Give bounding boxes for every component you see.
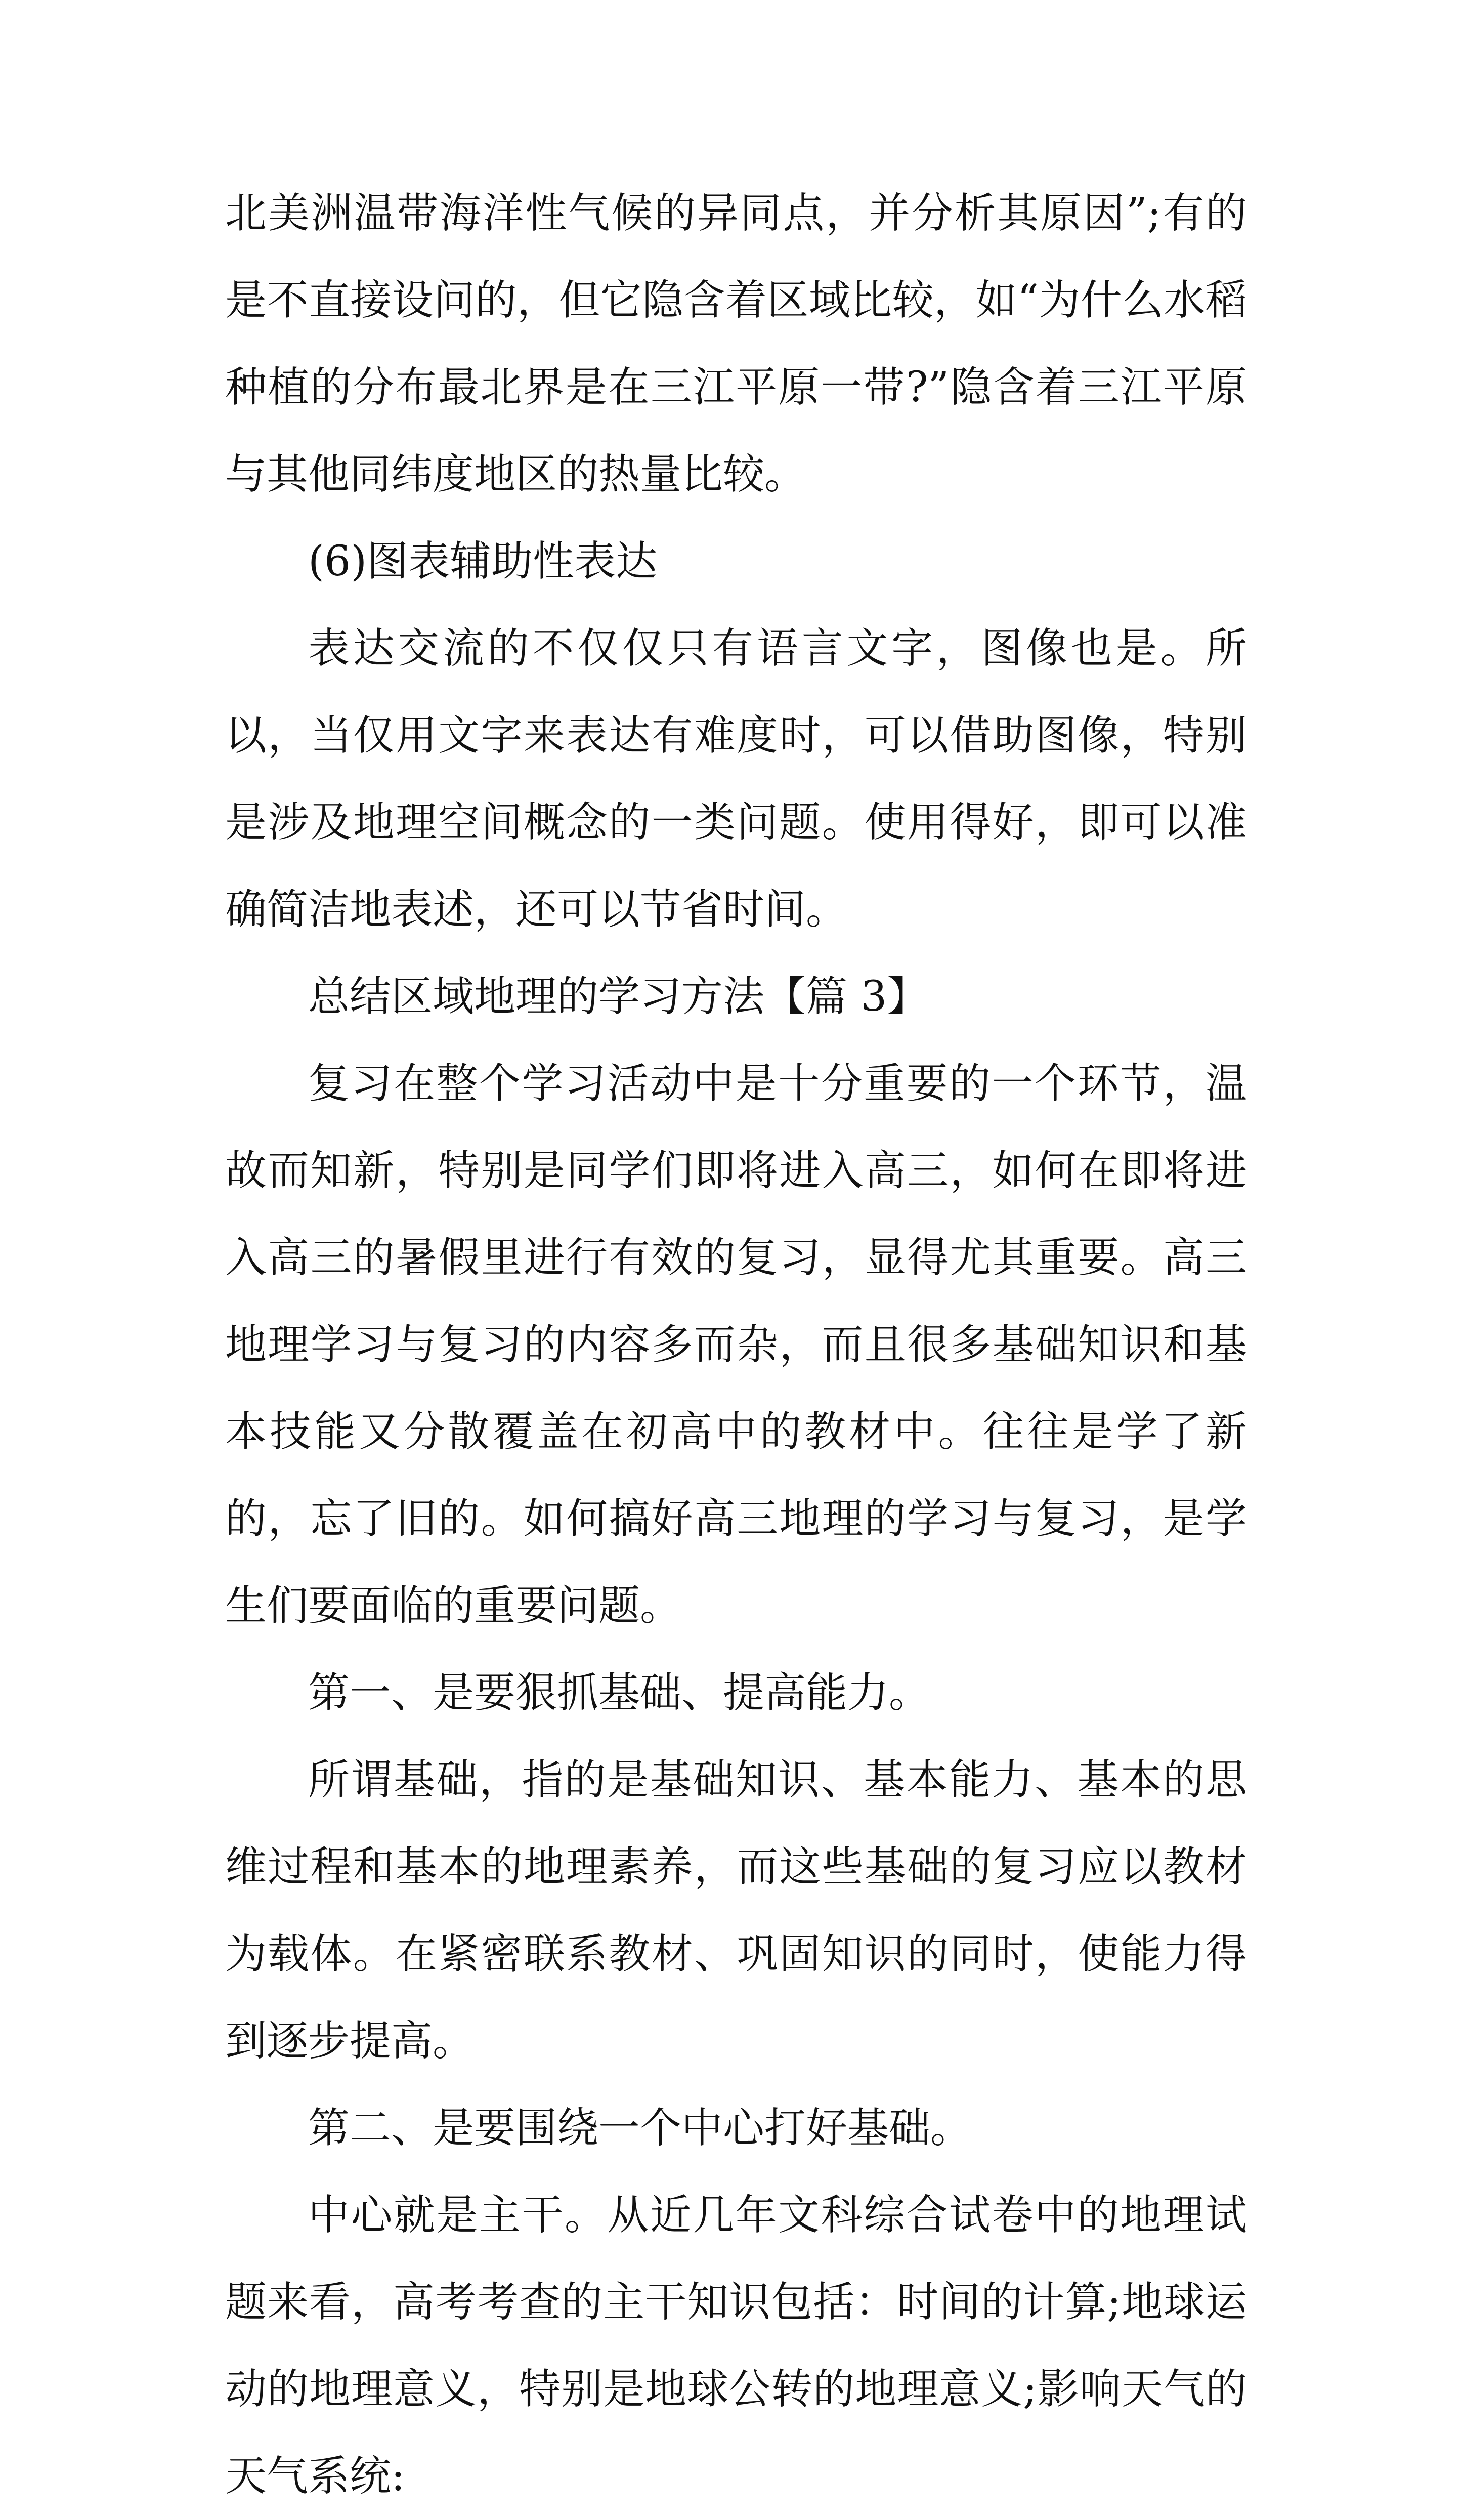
- subheading-chart-expression: (6)图表辅助性表达: [308, 537, 658, 585]
- paragraph-review: 复习在整个学习活动中是十分重要的一个环节，温故而知新，特别是同学们即将进入高三，如何在即将进入高三的暑假里进行有效的复习，显得尤其重要。高三地理学习与复习的内容多而杂，而且很多基础知识和基本技能又分散覆盖在初高中的教材中。往往是学了新的，忘了旧的。如何搞好高三地理的学习与复习，是学生们要面临的重要问题。: [225, 1060, 1247, 1630]
- paragraph-center: 中心就是主干。从近几年文科综合试卷中的地理试题来看，高考考查的主干知识包括：时间的计算;地球运动的地理意义，特别是地球公转的地理意义;影响天气的天气系统:: [225, 2191, 1247, 2500]
- section-title: 总结区域地理的学习方法【篇 3】: [308, 973, 929, 1021]
- document-body: [225, 170, 1247, 2520]
- paragraph-continuation: 北美洲温带海洋性气候的异同点，并分析其原因”;有的是不直接设问的，但它隐含着区域比较，如“为什么水稻种植的分布最北界是在三江平原一带?”隐含着三江平原与其他同纬度地区的热量比较。: [225, 189, 1247, 498]
- point-one-heading: 第一、是要狠抓基础、提高能力。: [308, 1669, 931, 1717]
- paragraph-chart-expression: 表达交流的不仅仅只有语言文字，图像也是。所以，当仅用文字来表达有难度时，可以借助图像，特别是涉及地理空间概念的一类问题。使用得好，即可以准确简洁地表述，还可以节省时间。: [225, 624, 1247, 934]
- paragraph-basics: 所谓基础，指的是基础知识、基本能力、基本的思维过程和基本的地理素养，而这些基础的复习应以教材为载体。在紧密联系教材、巩固知识的同时，使能力得到逐步提高。: [225, 1756, 1247, 2065]
- point-two-heading: 第二、是要围绕一个中心打好基础。: [308, 2104, 972, 2152]
